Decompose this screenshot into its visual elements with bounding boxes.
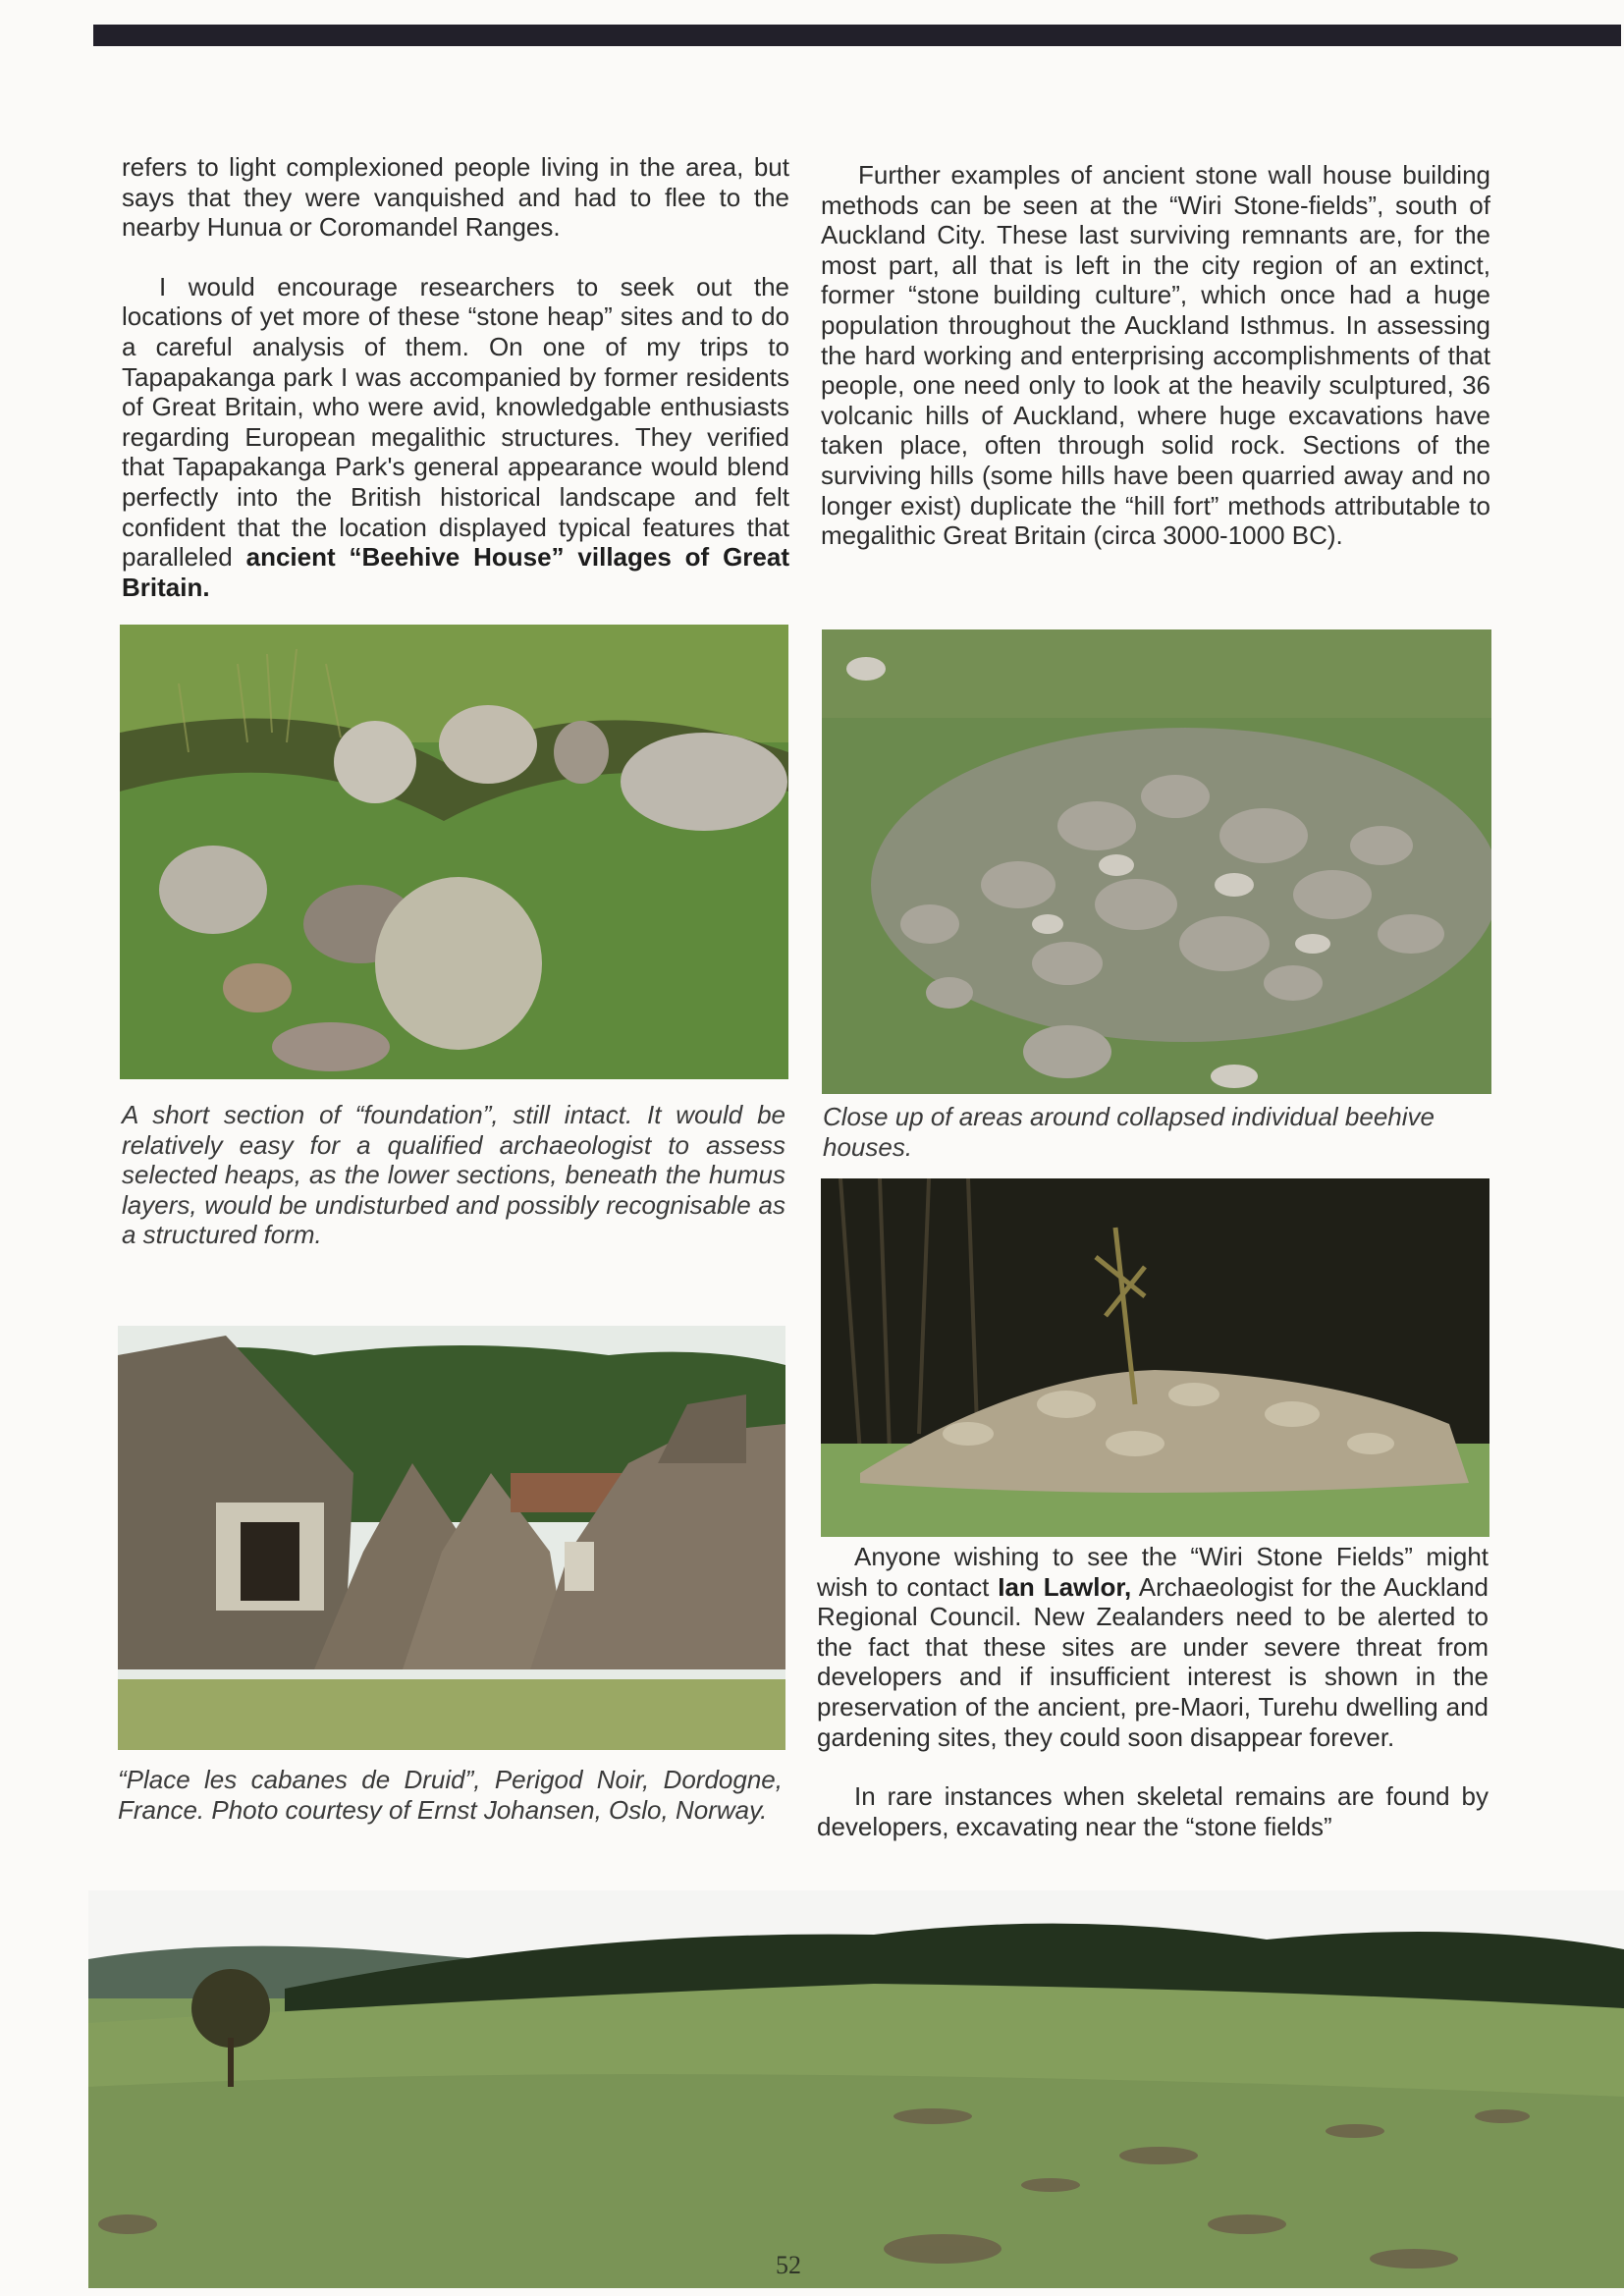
photo-stone-heap-forest: [821, 1178, 1489, 1537]
wiri-contact-text-end: Archaeologist for the Auckland Regional Council. New Zealanders need to be alerted to the fact that these sites are under severe threat from developers and if insufficient interest is shown in the preservation of the ancient, pre-Maori, Turehu dwelling and gardening sites, they could soon disappear forever.: [817, 1571, 1489, 1752]
left-paragraph-2: [122, 272, 789, 603]
ian-lawlor-emphasis: Ian Lawlor,: [998, 1571, 1132, 1602]
wiri-contact-text-start: Anyone wishing to see the “Wiri Stone Fields” might wish to contact: [817, 1542, 1489, 1602]
photo-collapsed-beehive: [822, 629, 1491, 1094]
right-paragraph-wiri-contact: [817, 1542, 1489, 1752]
caption-druid: “Place les cabanes de Druid”, Perigod Noir, Dordogne, France. Photo courtesy of Ernst Johansen, Oslo, Norway.: [118, 1765, 783, 1825]
caption-foundation: A short section of “foundation”, still intact. It would be relatively easy for a qualified archaeologist to assess selected heaps, as the lower sections, beneath the humus layers, would be undisturbed and possibly recognisable as a structured form.: [122, 1100, 785, 1249]
left-column-text: [122, 152, 789, 602]
left-paragraph-1: refers to light complexioned people living in the area, but says that they were vanquished and had to flee to the nearby Hunua or Coromandel Ranges.: [122, 152, 789, 243]
top-rule-bar: [93, 25, 1621, 46]
photo-foundation-stones: [120, 625, 788, 1079]
right-lower-text: [817, 1542, 1489, 1841]
page-number: 52: [776, 2251, 801, 2279]
right-column-text: [821, 160, 1490, 551]
photo-druid-huts: [118, 1326, 785, 1750]
right-paragraph-skeletal: In rare instances when skeletal remains are found by developers, excavating near the “stone fields”: [817, 1781, 1489, 1841]
photo-landscape: [88, 1890, 1624, 2288]
caption-closeup: Close up of areas around collapsed individual beehive houses.: [823, 1102, 1435, 1162]
right-paragraph-1: Further examples of ancient stone wall house building methods can be seen at the “Wiri Stone-fields”, south of Auckland City. These last surviving remnants are, for the most part, all that is left in the city region of an extinct, former “stone building culture”, which once had a huge population throughout the Auckland Isthmus. In assessing the hard working and enterprising accomplishments of that people, one need only to look at the heavily sculptured, 36 volcanic hills of Auckland, where huge excavations have taken place, often through solid rock. Sections of the surviving hills (some hills have been quarried away and no longer exist) duplicate the “hill fort” methods attributable to megalithic Great Britain (circa 3000-1000 BC).: [821, 160, 1490, 551]
beehive-villages-emphasis: ancient “Beehive House” villages of Great Britain.: [122, 542, 789, 602]
left-paragraph-2-text: I would encourage researchers to seek out the locations of yet more of these “stone heap” sites and to do a careful analysis of them. On one of my trips to Tapapakanga park I was accompanied by former residents of Great Britain, who were avid, knowledgable enthusiasts regarding European megalithic structures. They verified that Tapapakanga Park's general appearance would blend perfectly into the British historical landscape and felt confident that the location displayed typical features that paralleled: [122, 271, 789, 573]
